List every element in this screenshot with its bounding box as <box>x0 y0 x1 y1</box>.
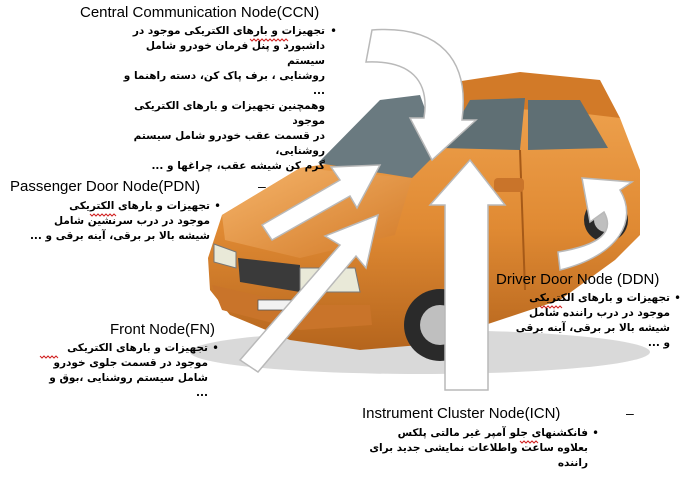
ddn-line-1: تجهیزات و بارهای الکتریکی <box>529 292 670 304</box>
fn-bullet: • <box>212 341 220 355</box>
squiggle-ddn <box>540 306 562 308</box>
ccn-line-6: گرم کن شیشه عقب، چراغها و ... <box>151 160 325 172</box>
ccn-title: Central Communication Node(CCN) <box>80 4 320 21</box>
fn-line-2: موجود در قسمت جلوی خودرو <box>53 357 208 369</box>
ddn-line-4: و ... <box>647 337 670 349</box>
icn-line-3: راننده <box>557 457 588 469</box>
ccn-line-3: روشنایی ، برف پاک کن، دسته راهنما و ... <box>123 70 325 97</box>
fn-title: Front Node(FN) <box>110 321 216 338</box>
icn-bullet: • <box>592 426 600 440</box>
squiggle-ccn <box>250 39 288 41</box>
ddn-title: Driver Door Node (DDN) <box>496 271 660 288</box>
icn-title: Instrument Cluster Node(ICN) <box>362 405 561 422</box>
icn-dash: – <box>626 405 634 421</box>
fn-line-4: ... <box>196 387 208 399</box>
pdn-line-1: تجهیزات و بارهای الکتریکی <box>69 200 210 212</box>
ccn-line-5: در قسمت عقب خودرو شامل سیستم روشنایی، <box>133 130 325 157</box>
fn-line-3: شامل سیستم روشنایی ،بوق و <box>49 372 208 384</box>
squiggle-icn <box>520 441 538 443</box>
squiggle-pdn <box>90 214 116 216</box>
pdn-bullet: • <box>214 199 222 213</box>
icn-line-2: بعلاوه ساعت واطلاعات نمایشی جدید برای <box>369 442 588 454</box>
ccn-line-2: داشبورد و پنل فرمان خودرو شامل سیستم <box>145 40 325 67</box>
pdn-line-3: شیشه بالا بر برقی، آینه برقی و ... <box>29 230 210 242</box>
pdn-line-2: موجود در درب سرنشین شامل <box>53 215 210 227</box>
pdn-dash: – <box>258 178 266 194</box>
pdn-title: Passenger Door Node(PDN) <box>10 178 201 195</box>
ddn-bullet: • <box>674 291 682 305</box>
ccn-bullet: • <box>330 24 338 38</box>
ccn-line-4: وهمچنین تجهیزات و بارهای الکتریکی موجود <box>134 100 325 127</box>
ccn-line-1: تجهیزات و بارهای الکتریکی موجود در <box>132 25 325 37</box>
icn-line-1: فانکشنهای جلو آمپر غیر مالتی پلکس <box>397 427 588 439</box>
fn-line-1: تجهیزات و بارهای الکتریکی <box>67 342 208 354</box>
ddn-line-2: موجود در درب راننده شامل <box>529 307 670 319</box>
squiggle-fn <box>40 356 58 358</box>
ddn-line-3: شیشه بالا بر برقی، آینه برقی <box>515 322 670 334</box>
